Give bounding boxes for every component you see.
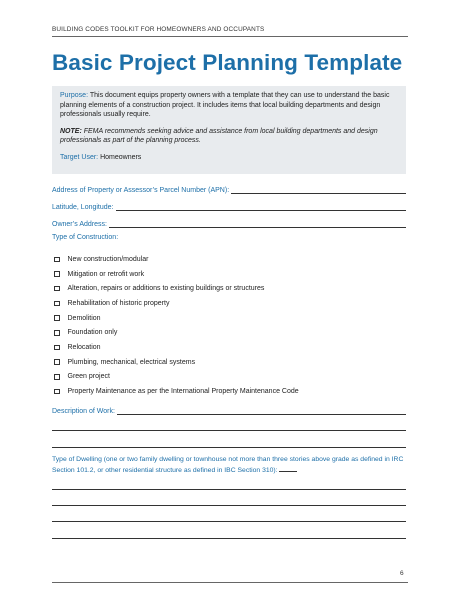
- checklist-item[interactable]: [54, 325, 406, 340]
- checklist-item-label: Property Maintenance as per the International Property Maintenance Code: [67, 388, 299, 396]
- address-field[interactable]: [52, 184, 406, 194]
- checkbox[interactable]: [54, 301, 60, 307]
- owner-address-blank[interactable]: [109, 219, 406, 228]
- checklist-item-label: Alteration, repairs or additions to existing buildings or structures: [67, 285, 265, 293]
- page-number: 6: [400, 570, 404, 577]
- checklist-item-label: Plumbing, mechanical, electrical systems: [67, 358, 196, 366]
- checklist-item-label: Foundation only: [67, 329, 118, 337]
- checkbox[interactable]: [54, 286, 60, 292]
- checklist-item[interactable]: [54, 281, 406, 296]
- description-line[interactable]: [52, 430, 406, 431]
- checkbox[interactable]: [54, 389, 60, 395]
- checklist-item[interactable]: [54, 311, 406, 326]
- checklist-item-label: Green project: [67, 373, 110, 381]
- checklist-item-label: Mitigation or retrofit work: [67, 270, 145, 278]
- running-header: BUILDING CODES TOOLKIT FOR HOMEOWNERS AND OCCUPANTS: [52, 26, 408, 37]
- target-user-value: Homeowners: [98, 153, 142, 161]
- purpose-paragraph: [60, 91, 398, 120]
- construction-checklist: [54, 252, 406, 399]
- note-paragraph: [60, 127, 398, 146]
- checklist-item[interactable]: [54, 340, 406, 355]
- checklist-item-label: Demolition: [67, 314, 101, 322]
- dwelling-type-blank[interactable]: [279, 465, 297, 472]
- checklist-item[interactable]: [54, 370, 406, 385]
- checklist-item[interactable]: [54, 296, 406, 311]
- checklist-item-label: Rehabilitation of historic property: [67, 299, 170, 307]
- dwelling-type-label: Type of Dwelling (one or two family dwelling or townhouse not more than three stories above grade as defined in IRC Section 101.2, or other residential structure as defined in IBC Section 310):: [52, 456, 404, 475]
- description-line[interactable]: [52, 447, 406, 448]
- note-text: FEMA recommends seeking advice and assistance from local building departments and design professionals as part of the planning process.: [60, 127, 378, 145]
- page-title: Basic Project Planning Template: [52, 50, 403, 75]
- dwelling-line[interactable]: [52, 538, 406, 539]
- checklist-item-label: Relocation: [67, 343, 101, 351]
- checkbox[interactable]: [54, 257, 60, 263]
- address-blank[interactable]: [231, 185, 406, 194]
- checkbox[interactable]: [54, 330, 60, 336]
- construction-type-label: Type of Construction:: [52, 234, 119, 241]
- purpose-text: This document equips property owners with a template that they can use to understand the basic planning elements of a construction project. It includes items that local building departments and design professionals usually require.: [60, 92, 390, 119]
- checklist-item[interactable]: [54, 384, 406, 399]
- description-field[interactable]: [52, 405, 406, 415]
- latitude-longitude-label: Latitude, Longitude:: [52, 204, 114, 211]
- dwelling-line[interactable]: [52, 489, 406, 490]
- checkbox[interactable]: [54, 374, 60, 380]
- checkbox[interactable]: [54, 271, 60, 277]
- dwelling-line[interactable]: [52, 505, 406, 506]
- dwelling-type-field[interactable]: [52, 455, 412, 477]
- description-label: Description of Work:: [52, 408, 115, 415]
- checklist-item[interactable]: [54, 267, 406, 282]
- checklist-item[interactable]: [54, 252, 406, 267]
- target-user-line: [60, 153, 398, 163]
- owner-address-field[interactable]: [52, 218, 406, 228]
- checklist-item[interactable]: [54, 355, 406, 370]
- address-label: Address of Property or Assessor’s Parcel Number (APN):: [52, 187, 230, 194]
- target-user-label: Target User:: [60, 153, 99, 161]
- note-label: NOTE:: [60, 127, 82, 135]
- checkbox[interactable]: [54, 315, 60, 321]
- purpose-label: Purpose:: [60, 92, 89, 99]
- latitude-longitude-blank[interactable]: [116, 202, 407, 211]
- owner-address-label: Owner’s Address:: [52, 221, 107, 228]
- dwelling-line[interactable]: [52, 521, 406, 522]
- checkbox[interactable]: [54, 359, 60, 365]
- checklist-item-label: New construction/modular: [67, 255, 149, 263]
- footer-rule: [52, 582, 408, 583]
- purpose-box: [52, 86, 406, 174]
- checkbox[interactable]: [54, 345, 60, 351]
- latitude-longitude-field[interactable]: [52, 201, 406, 211]
- description-blank[interactable]: [117, 406, 406, 415]
